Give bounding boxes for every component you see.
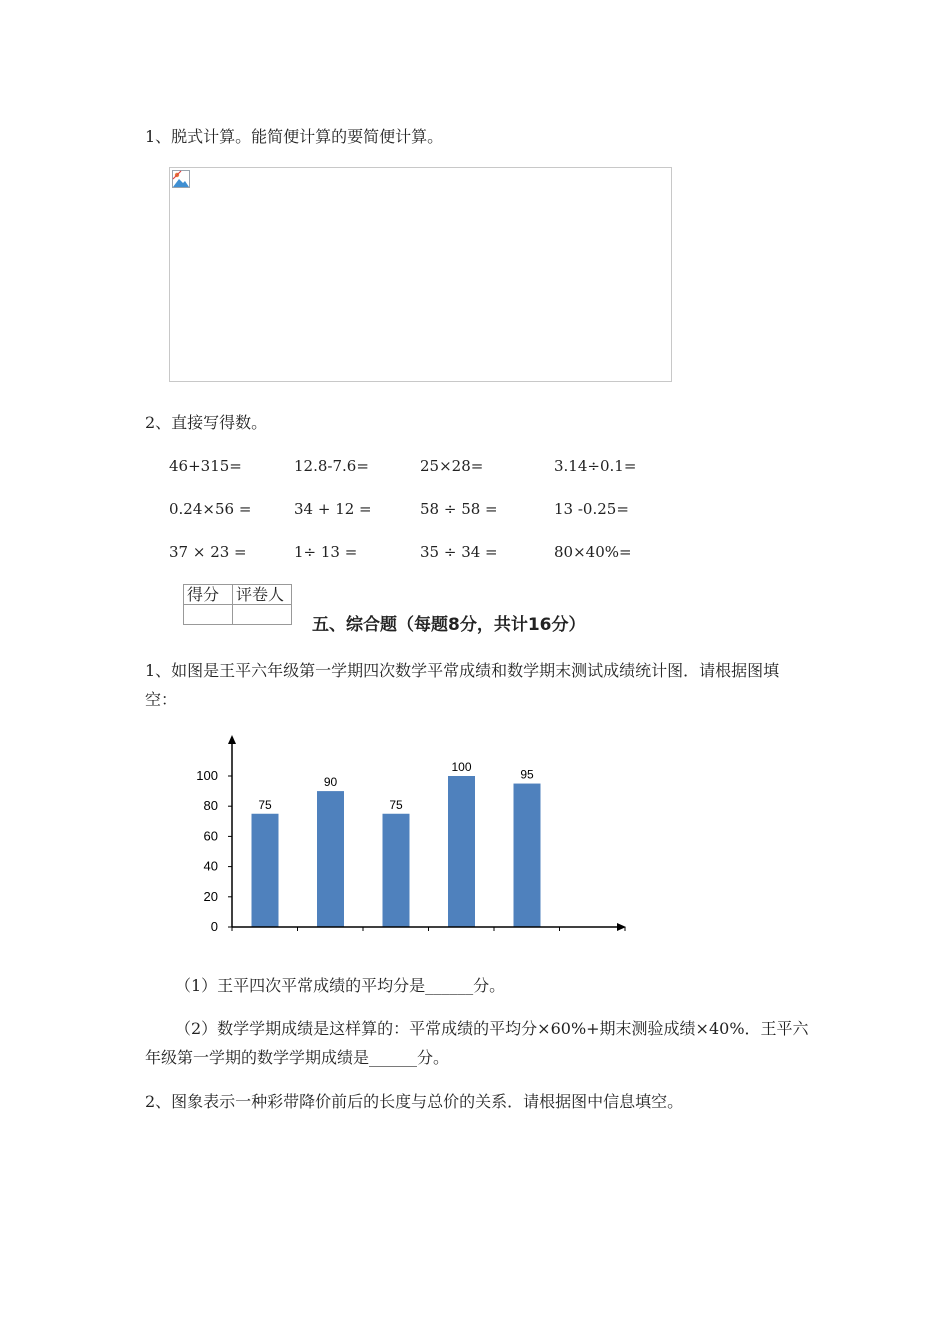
calc-item: 25×28= (420, 457, 484, 475)
score-cell (184, 605, 233, 625)
s5-q1-sub2-line1: （2）数学学期成绩是这样算的：平常成绩的平均分×60%+期末测验成绩×40%．王平六 (175, 1019, 809, 1038)
calc-item: 37 × 23 = (169, 543, 247, 561)
bar (383, 814, 410, 927)
bar-value-label: 90 (323, 775, 338, 790)
bar-value-label: 95 (520, 767, 534, 782)
s5-q1-sub1: （1）王平四次平常成绩的平均分是______分。 (175, 976, 506, 995)
calc-item: 80×40%= (554, 543, 632, 561)
section-5-heading: 五、综合题（每题8分，共计16分） (312, 615, 586, 635)
bar-value-label: 100 (451, 760, 472, 774)
question-2-title: 2、直接写得数。 (145, 413, 268, 432)
y-tick-label: 80 (203, 798, 218, 814)
bars (252, 760, 541, 927)
calc-item: 34 + 12 = (294, 500, 372, 518)
calc-item: 3.14÷0.1= (554, 457, 637, 475)
grader-header: 评卷人 (233, 585, 292, 605)
score-bar-chart (180, 730, 640, 945)
bar-value-label: 75 (258, 797, 272, 812)
calc-item: 0.24×56 = (169, 500, 252, 518)
s5-q1-sub2-line2: 年级第一学期的数学学期成绩是______分。 (145, 1048, 450, 1067)
question-1-title: 1、脱式计算。能简便计算的要简便计算。 (145, 127, 444, 146)
y-axis-ticks (196, 768, 232, 934)
score-table (183, 584, 292, 625)
calc-item: 13 -0.25= (554, 500, 629, 518)
calc-item: 35 ÷ 34 = (420, 543, 498, 561)
y-tick-label: 60 (203, 828, 218, 844)
score-header: 得分 (184, 585, 233, 605)
bar (514, 784, 541, 927)
s5-question-1-line1: 1、如图是王平六年级第一学期四次数学平常成绩和数学期末测试成绩统计图．请根据图填 (145, 661, 780, 680)
calc-item: 1÷ 13 = (294, 543, 358, 561)
bar (252, 814, 279, 927)
y-tick-label: 40 (203, 858, 218, 874)
calc-item: 46+315= (169, 457, 242, 475)
missing-image-frame (169, 167, 672, 382)
y-tick-label: 0 (210, 919, 218, 934)
calc-item: 58 ÷ 58 = (420, 500, 498, 518)
broken-image-icon (172, 170, 190, 188)
y-tick-label: 100 (196, 768, 218, 783)
bar (317, 791, 344, 927)
s5-question-2-title: 2、图象表示一种彩带降价前后的长度与总价的关系．请根据图中信息填空。 (145, 1092, 684, 1111)
grader-cell (233, 605, 292, 625)
s5-question-1-line2: 空： (145, 690, 178, 709)
bar-value-label: 75 (389, 797, 403, 812)
calc-item: 12.8-7.6= (294, 457, 369, 475)
bar (448, 776, 475, 927)
y-tick-label: 20 (203, 888, 218, 904)
y-axis-arrow (228, 735, 236, 744)
